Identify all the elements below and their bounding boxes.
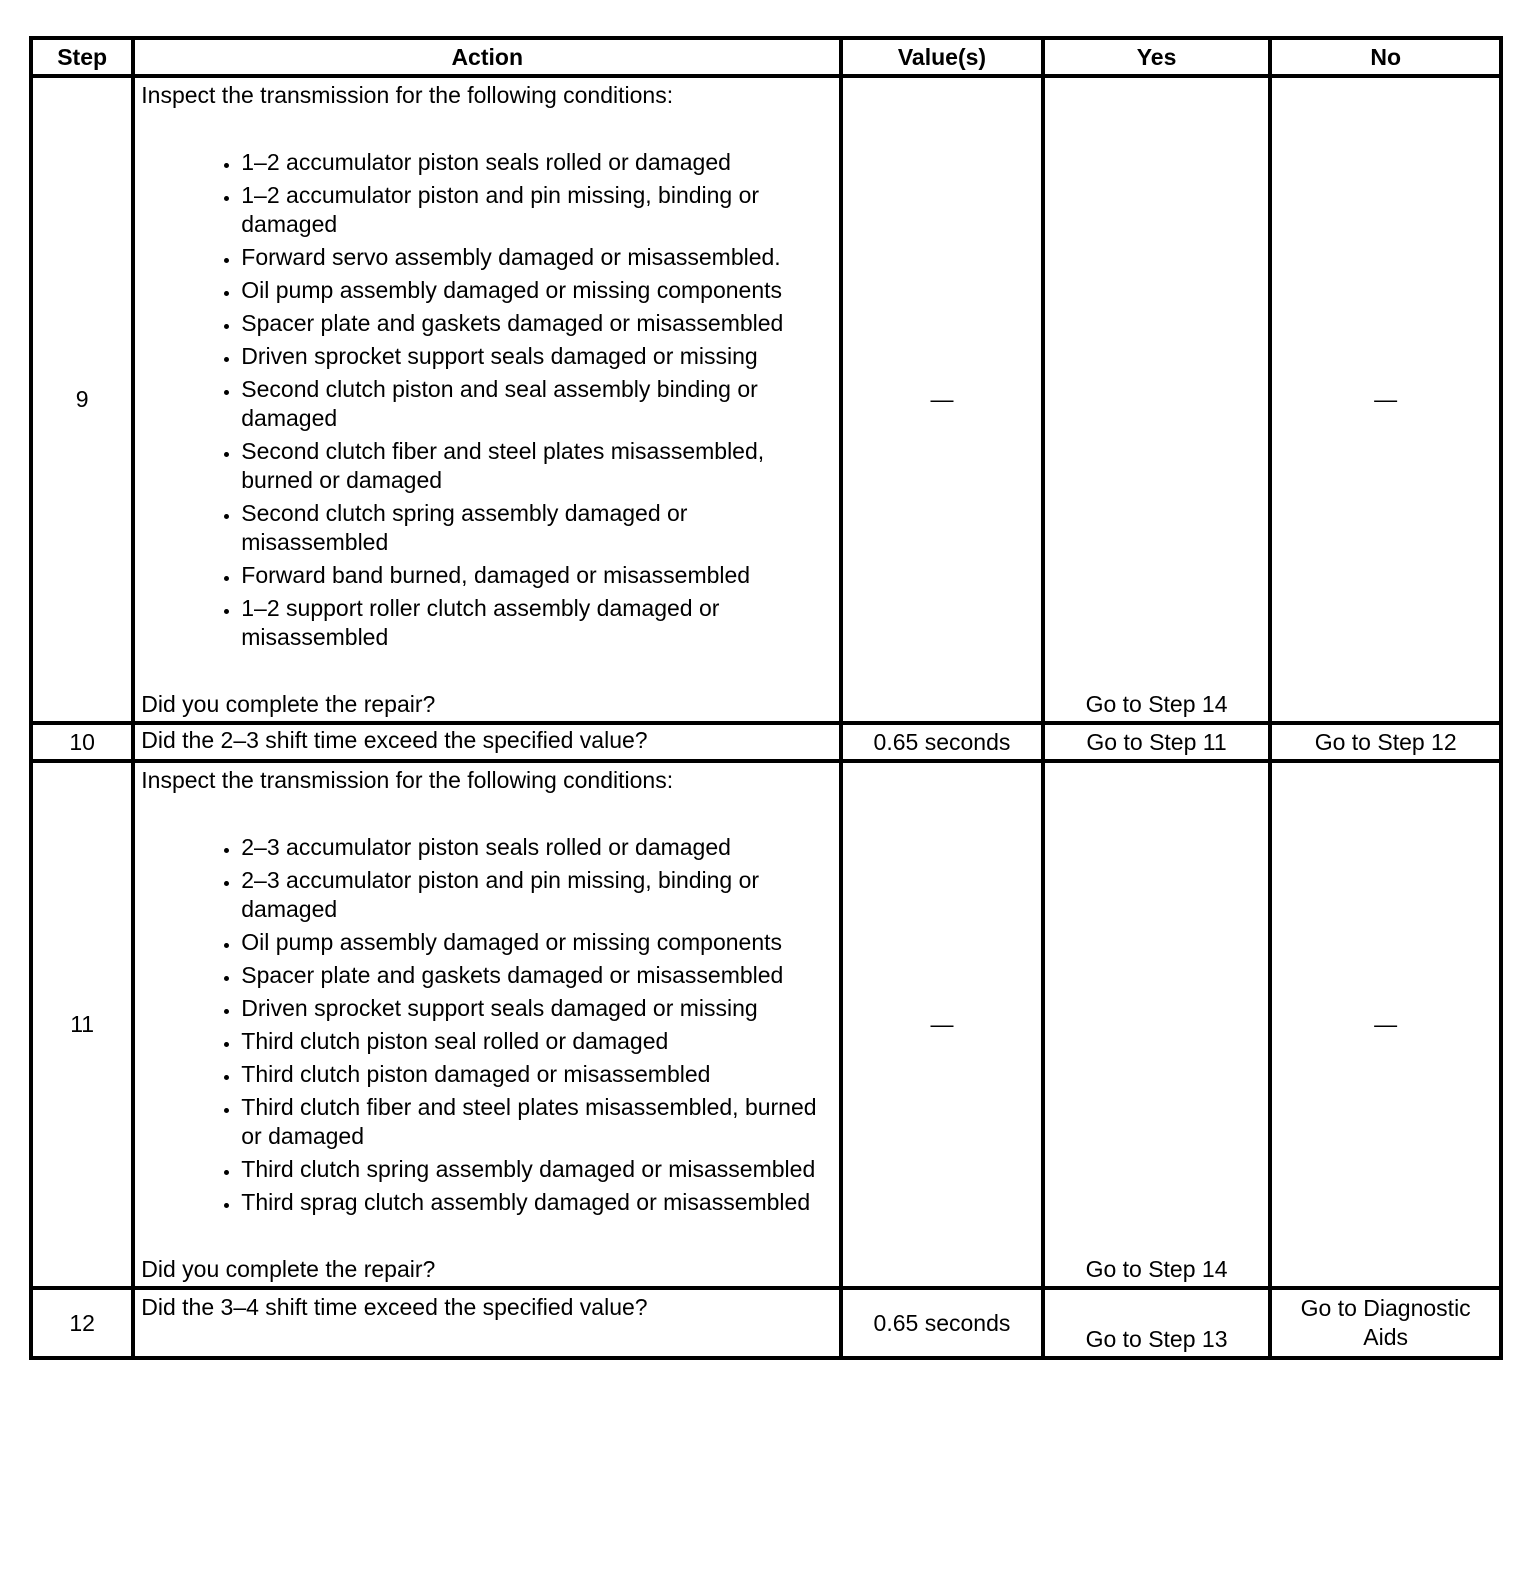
- value-cell: —: [841, 761, 1043, 1288]
- value-cell: 0.65 seconds: [841, 723, 1043, 761]
- list-item: • Third clutch piston damaged or misassembled: [241, 1060, 833, 1089]
- no-cell: Go to Step 12: [1270, 723, 1501, 761]
- step-number: 10: [31, 723, 133, 761]
- step-number: 11: [31, 761, 133, 1288]
- yes-cell: Go to Step 14: [1043, 76, 1271, 723]
- header-yes: Yes: [1043, 38, 1271, 76]
- step-number: 12: [31, 1288, 133, 1358]
- action-intro: Inspect the transmission for the following conditions:: [141, 82, 674, 108]
- diagnostic-table: [29, 36, 1503, 1360]
- list-item: • Forward servo assembly damaged or misassembled.: [241, 243, 833, 272]
- list-item: • 1–2 accumulator piston and pin missing, binding or damaged: [241, 181, 833, 239]
- no-cell: —: [1270, 76, 1501, 723]
- action-cell: [133, 76, 841, 723]
- list-item: • Driven sprocket support seals damaged or missing: [241, 342, 833, 371]
- table-row-step-10: [31, 723, 1501, 761]
- no-cell: Go to Diagnostic Aids: [1270, 1288, 1501, 1358]
- list-item: • 2–3 accumulator piston and pin missing, binding or damaged: [241, 866, 833, 924]
- action-question: Did you complete the repair?: [141, 1256, 436, 1282]
- value-cell: —: [841, 76, 1043, 723]
- action-question: Did you complete the repair?: [141, 691, 436, 717]
- list-item: • Oil pump assembly damaged or missing components: [241, 276, 833, 305]
- condition-list: [141, 833, 833, 1217]
- header-step: Step: [31, 38, 133, 76]
- list-item: • Second clutch piston and seal assembly binding or damaged: [241, 375, 833, 433]
- list-item: • Spacer plate and gaskets damaged or misassembled: [241, 961, 833, 990]
- action-question: Did the 2–3 shift time exceed the specified value?: [133, 723, 841, 761]
- condition-list: [141, 148, 833, 652]
- action-question: Did the 3–4 shift time exceed the specified value?: [133, 1288, 841, 1358]
- list-item: • 2–3 accumulator piston seals rolled or damaged: [241, 833, 833, 862]
- yes-cell: Go to Step 13: [1043, 1288, 1271, 1358]
- list-item: • Second clutch fiber and steel plates misassembled, burned or damaged: [241, 437, 833, 495]
- yes-cell: Go to Step 14: [1043, 761, 1271, 1288]
- table-row-step-9: [31, 76, 1501, 723]
- no-cell: —: [1270, 761, 1501, 1288]
- action-cell: [133, 761, 841, 1288]
- list-item: • Third clutch fiber and steel plates misassembled, burned or damaged: [241, 1093, 833, 1151]
- list-item: • 1–2 support roller clutch assembly damaged or misassembled: [241, 594, 833, 652]
- list-item: • Spacer plate and gaskets damaged or misassembled: [241, 309, 833, 338]
- list-item: • Forward band burned, damaged or misassembled: [241, 561, 833, 590]
- list-item: • 1–2 accumulator piston seals rolled or damaged: [241, 148, 833, 177]
- action-intro: Inspect the transmission for the following conditions:: [141, 767, 674, 793]
- header-row: [31, 38, 1501, 76]
- value-cell: 0.65 seconds: [841, 1288, 1043, 1358]
- table-row-step-11: [31, 761, 1501, 1288]
- list-item: • Third clutch piston seal rolled or damaged: [241, 1027, 833, 1056]
- table-row-step-12: [31, 1288, 1501, 1358]
- step-number: 9: [31, 76, 133, 723]
- list-item: • Third sprag clutch assembly damaged or misassembled: [241, 1188, 833, 1217]
- list-item: • Driven sprocket support seals damaged or missing: [241, 994, 833, 1023]
- header-no: No: [1270, 38, 1501, 76]
- header-action: Action: [133, 38, 841, 76]
- header-values: Value(s): [841, 38, 1043, 76]
- list-item: • Third clutch spring assembly damaged or misassembled: [241, 1155, 833, 1184]
- yes-cell: Go to Step 11: [1043, 723, 1271, 761]
- list-item: • Oil pump assembly damaged or missing components: [241, 928, 833, 957]
- list-item: • Second clutch spring assembly damaged or misassembled: [241, 499, 833, 557]
